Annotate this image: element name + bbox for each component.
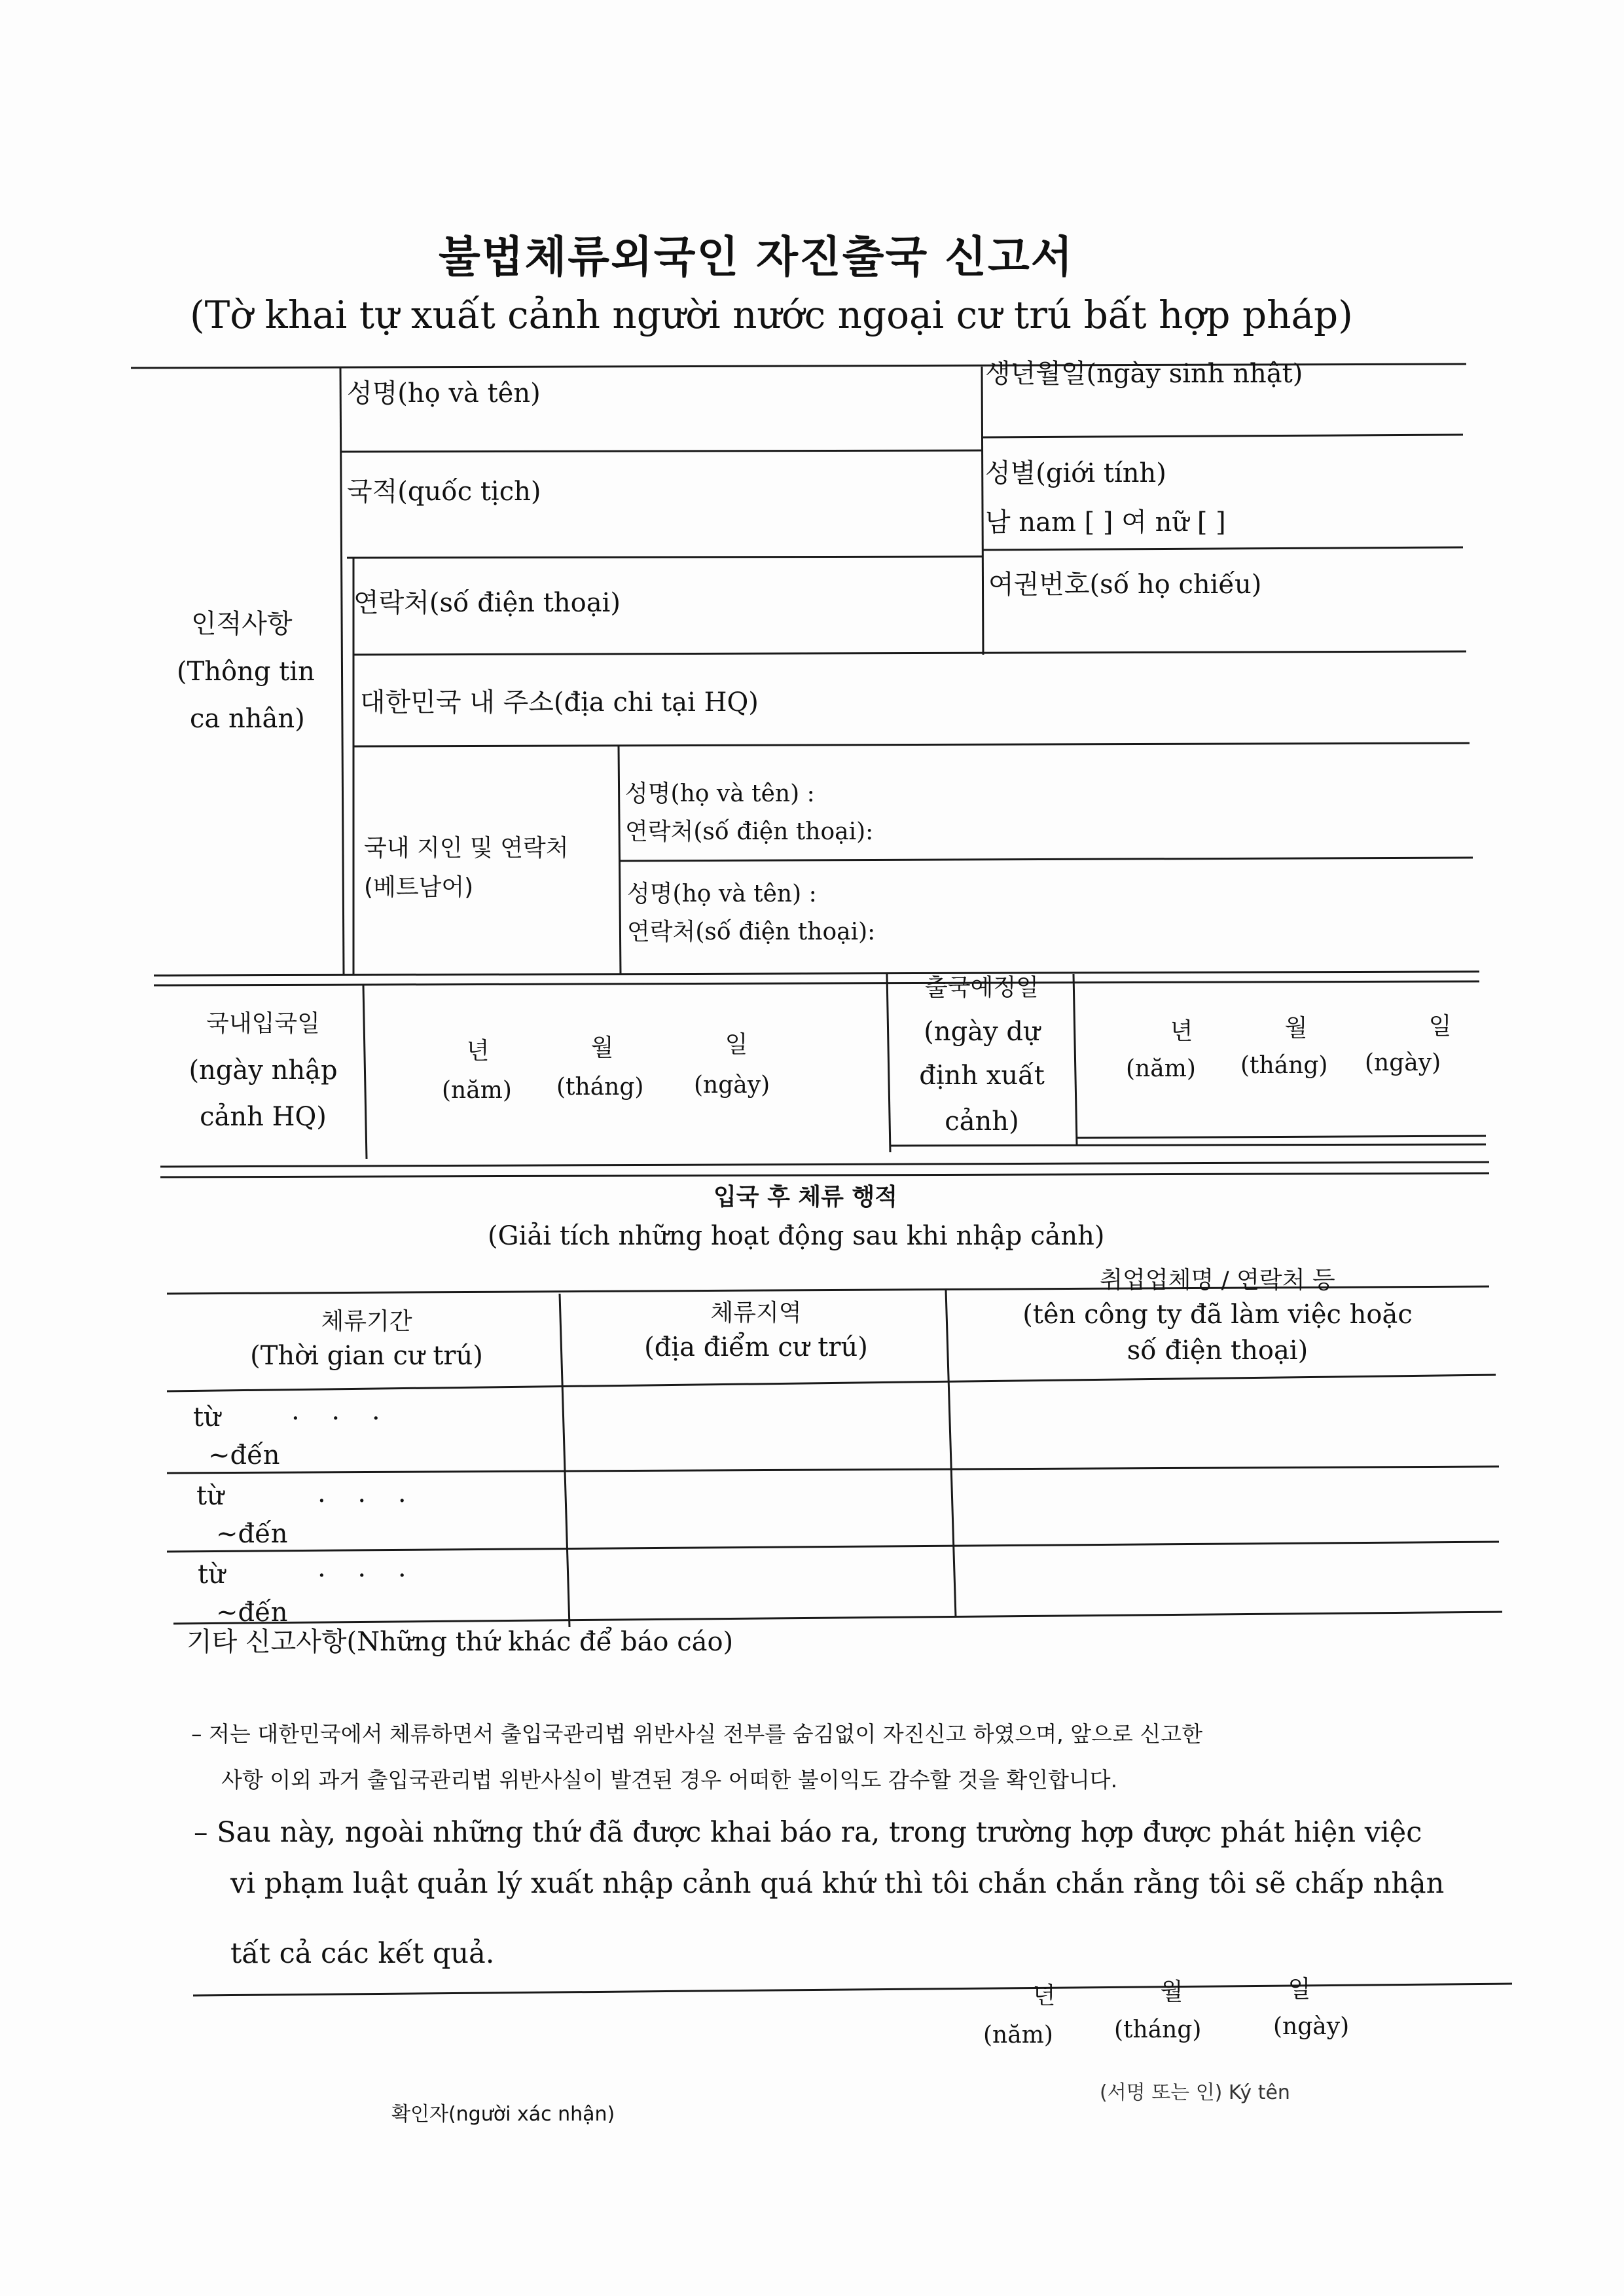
page-title: 불법체류외국인 자진출국 신고서 xyxy=(439,232,1074,282)
exit-year-ko: 년 xyxy=(1170,1018,1193,1045)
passport-field-label: 여권번호(số họ chiếu) xyxy=(988,570,1262,600)
declaration-vi-line1: – Sau này, ngoài những thứ đã được khai báo ra, trong trường hợp được phát hiện việc xyxy=(194,1816,1422,1849)
exit-date-label: 출국예정일 xyxy=(925,974,1039,1001)
sign-month-ko: 월 xyxy=(1160,1978,1183,2005)
nationality-field-label: 국적(quốc tịch) xyxy=(347,477,541,507)
sign-month-vi: (tháng) xyxy=(1114,2016,1202,2043)
gender-options: 남 nam [ ] 여 nữ [ ] xyxy=(985,507,1226,538)
declaration-ko-line1: – 저는 대한민국에서 체류하면서 출입국관리법 위반사실 전부를 숨김없이 자진신고 하였으며, 앞으로 신고한 xyxy=(191,1721,1203,1747)
declaration-ko-line2: 사항 이외 과거 출입국관리법 위반사실이 발견된 경우 어떠한 불이익도 감수할 것을 확인합니다. xyxy=(221,1767,1118,1793)
entry-day-ko: 일 xyxy=(725,1031,748,1058)
col-location-vi: (địa điểm cư trú) xyxy=(644,1332,868,1362)
gender-field-label: 성별(giới tính) xyxy=(985,458,1166,488)
exit-date-label-vi-2: định xuất xyxy=(919,1061,1045,1091)
personal-section-label-vi-2: ca nhân) xyxy=(190,704,305,734)
declaration-vi-line3: tất cả các kết quả. xyxy=(230,1937,495,1970)
confirmer-label: 확인자(người xác nhận) xyxy=(391,2103,615,2126)
contact2-phone-label: 연락처(số điện thoại): xyxy=(627,919,876,945)
exit-month-ko: 월 xyxy=(1284,1015,1308,1042)
sign-year-ko: 년 xyxy=(1032,1982,1056,2009)
row1-to: ~đến xyxy=(208,1440,280,1470)
row3-dots: . . . xyxy=(317,1553,418,1583)
entry-year-vi: (năm) xyxy=(442,1077,512,1104)
row3-to: ~đến xyxy=(216,1597,288,1628)
contact1-phone-label: 연락처(số điện thoại): xyxy=(625,818,874,845)
col-company-vi-1: (tên công ty đã làm việc hoặc xyxy=(1022,1300,1413,1330)
row3-from: từ xyxy=(198,1559,225,1590)
entry-date-label-vi-2: cảnh HQ) xyxy=(200,1102,327,1132)
sign-day-ko: 일 xyxy=(1288,1976,1311,2003)
activities-heading: 입국 후 체류 행적 xyxy=(713,1184,898,1211)
birthdate-field-label: 생년월일(ngày sinh nhật) xyxy=(985,359,1303,389)
acquaintance-label-lang: (베트남어) xyxy=(364,874,474,901)
entry-date-label: 국내입국일 xyxy=(206,1010,320,1037)
declaration-vi-line2: vi phạm luật quản lý xuất nhập cảnh quá khứ thì tôi chắn chắn rằng tôi sẽ chấp nhận xyxy=(230,1867,1445,1900)
exit-date-label-vi-1: (ngày dự xyxy=(924,1017,1040,1047)
row1-dots: . . . xyxy=(291,1396,392,1426)
entry-year-ko: 년 xyxy=(466,1038,490,1065)
exit-month-vi: (tháng) xyxy=(1240,1052,1328,1079)
entry-date-label-vi-1: (ngày nhập xyxy=(189,1055,338,1085)
sign-label: (서명 또는 인) Ký tên xyxy=(1100,2081,1290,2104)
contact1-name-label: 성명(họ và tên) : xyxy=(625,780,815,807)
exit-year-vi: (năm) xyxy=(1126,1055,1196,1082)
sign-year-vi: (năm) xyxy=(983,2022,1053,2049)
col-period-ko: 체류기간 xyxy=(321,1308,412,1335)
col-location-ko: 체류지역 xyxy=(710,1300,802,1326)
col-company-ko: 취업업체명 / 연락처 등 xyxy=(1100,1267,1335,1294)
other-reports-label: 기타 신고사항(Những thứ khác để báo cáo) xyxy=(187,1627,734,1657)
activities-subheading: (Giải tích những hoạt động sau khi nhập cảnh) xyxy=(488,1221,1105,1251)
personal-section-label: 인적사항 xyxy=(191,609,293,639)
row2-dots: . . . xyxy=(317,1478,418,1508)
row2-from: từ xyxy=(196,1481,224,1511)
acquaintance-label: 국내 지인 및 연락처 xyxy=(364,835,569,862)
personal-section-label-vi-1: (Thông tin xyxy=(177,657,315,687)
row2-to: ~đến xyxy=(216,1519,288,1549)
exit-day-ko: 일 xyxy=(1428,1013,1452,1040)
contact2-name-label: 성명(họ và tên) : xyxy=(627,881,817,907)
address-field-label: 대한민국 내 주소(địa chi tại HQ) xyxy=(360,687,759,718)
exit-date-label-vi-3: cảnh) xyxy=(945,1106,1019,1137)
entry-day-vi: (ngày) xyxy=(694,1072,770,1099)
entry-month-ko: 월 xyxy=(590,1034,614,1061)
name-field-label: 성명(họ và tên) xyxy=(347,378,541,409)
sign-day-vi: (ngày) xyxy=(1273,2013,1350,2040)
col-period-vi: (Thời gian cư trú) xyxy=(250,1341,483,1371)
exit-day-vi: (ngày) xyxy=(1365,1049,1441,1076)
phone-field-label: 연락처(số điện thoại) xyxy=(353,588,621,618)
row1-from: từ xyxy=(193,1402,221,1432)
entry-month-vi: (tháng) xyxy=(556,1074,644,1101)
col-company-vi-2: số điện thoại) xyxy=(1127,1336,1308,1366)
page-subtitle: (Tờ khai tự xuất cảnh người nước ngoại cư trú bất hợp pháp) xyxy=(190,293,1353,337)
